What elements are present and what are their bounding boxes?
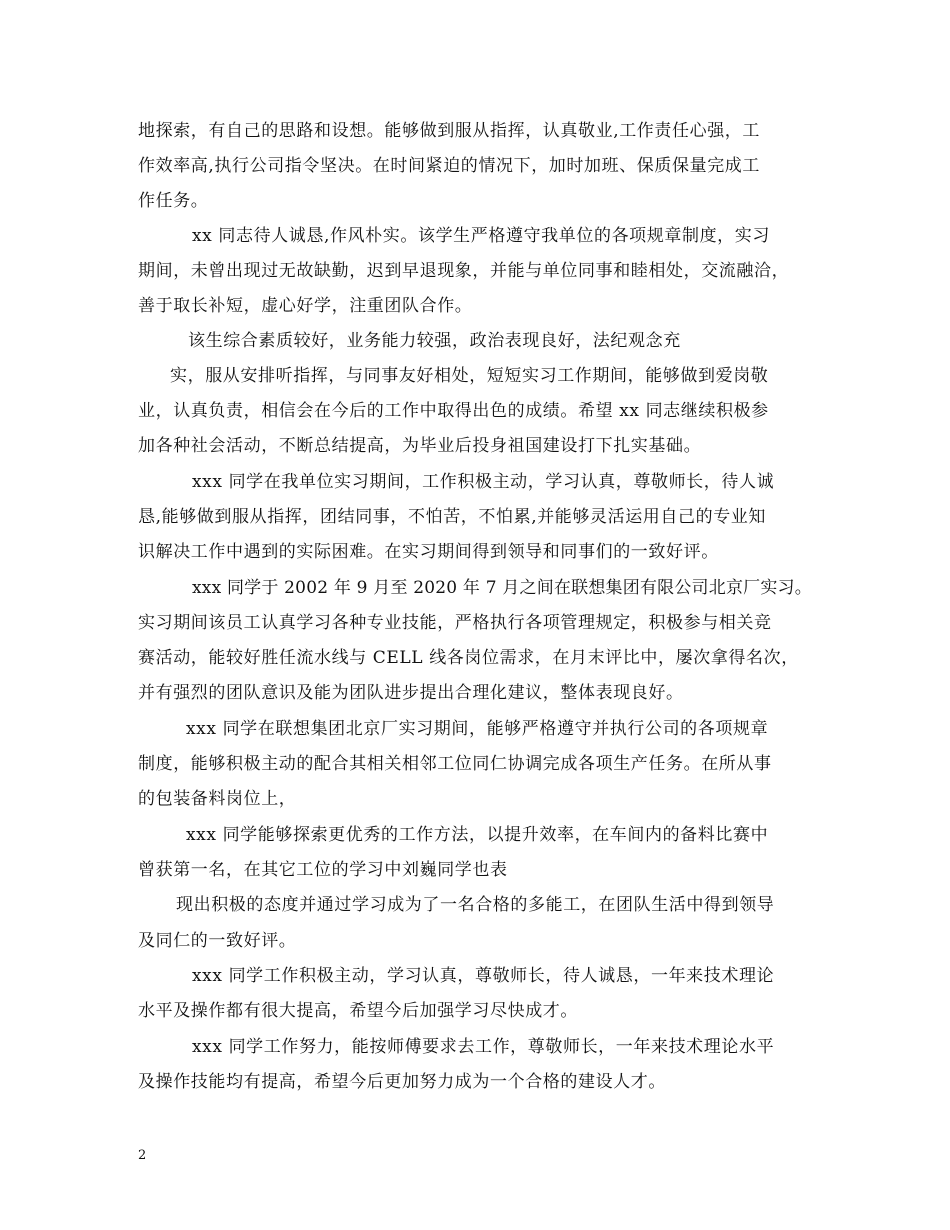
- text-line: 作任务。: [138, 191, 209, 211]
- text-line: 曾获第一名，在其它工位的学习中刘巍同学也表: [138, 860, 508, 880]
- text-line: 恳,能够做到服从指挥，团结同事，不怕苦，不怕累,并能够灵活运用自己的专业知: [138, 507, 767, 527]
- text-line: 实习期间该员工认真学习各种专业技能，严格执行各项管理规定，积极参与相关竞: [138, 613, 772, 633]
- text-line: xxx 同学能够探索更优秀的工作方法，以提升效率，在车间内的备料比赛中: [186, 825, 769, 845]
- text-line: 水平及操作都有很大提高，希望今后加强学习尽快成才。: [138, 1001, 578, 1021]
- text-line: xxx 同学在我单位实习期间，工作积极主动，学习认真，尊敬师长，待人诚: [192, 472, 775, 492]
- text-line: xx 同志待人诚恳,作风朴实。该学生严格遵守我单位的各项规章制度，实习: [192, 226, 770, 246]
- text-line: 的包装备料岗位上，: [138, 789, 297, 809]
- text-line: 善于取长补短，虚心好学，注重团队合作。: [138, 296, 473, 316]
- text-line: 识解决工作中遇到的实际困难。在实习期间得到领导和同事们的一致好评。: [138, 542, 719, 562]
- text-line: 及同仁的一致好评。: [138, 931, 297, 951]
- text-line: 实，服从安排听指挥，与同事友好相处，短短实习工作期间，能够做到爱岗敬: [170, 366, 769, 386]
- text-line: xxx 同学工作努力，能按师傅要求去工作，尊敬师长，一年来技术理论水平: [192, 1037, 775, 1057]
- text-line: 期间，未曾出现过无故缺勤，迟到早退现象，并能与单位同事和睦相处，交流融洽，: [138, 261, 790, 281]
- text-line: 制度，能够积极主动的配合其相关相邻工位同仁协调完成各项生产任务。在所从事: [138, 754, 772, 774]
- text-line: 作效率高,执行公司指令坚决。在时间紧迫的情况下，加时加班、保质保量完成工: [138, 156, 761, 176]
- text-line: 业，认真负责，相信会在今后的工作中取得出色的成绩。希望 xx 同志继续积极参: [138, 401, 769, 421]
- text-line: 赛活动，能较好胜任流水线与 CELL 线各岗位需求，在月末评比中，屡次拿得名次，: [138, 648, 799, 668]
- text-line: xxx 同学于 2002 年 9 月至 2020 年 7 月之间在联想集团有限公司北京厂实习。: [192, 578, 812, 598]
- text-line: 地探索，有自己的思路和设想。能够做到服从指挥，认真敬业,工作责任心强，工: [138, 121, 761, 141]
- text-line: 及操作技能均有提高，希望今后更加努力成为一个合格的建设人才。: [138, 1072, 666, 1092]
- text-line: 该生综合素质较好，业务能力较强，政治表现良好，法纪观念充: [188, 331, 681, 351]
- text-line: 并有强烈的团队意识及能为团队进步提出合理化建议，整体表现良好。: [138, 683, 684, 703]
- text-line: xxx 同学工作积极主动，学习认真，尊敬师长，待人诚恳，一年来技术理论: [192, 966, 775, 986]
- text-line: xxx 同学在联想集团北京厂实习期间，能够严格遵守并执行公司的各项规章: [186, 719, 769, 739]
- text-line: 现出积极的态度并通过学习成为了一名合格的多能工，在团队生活中得到领导: [176, 895, 775, 915]
- page-number: 2: [138, 1148, 147, 1163]
- text-line: 加各种社会活动，不断总结提高，为毕业后投身祖国建设打下扎实基础。: [138, 436, 702, 456]
